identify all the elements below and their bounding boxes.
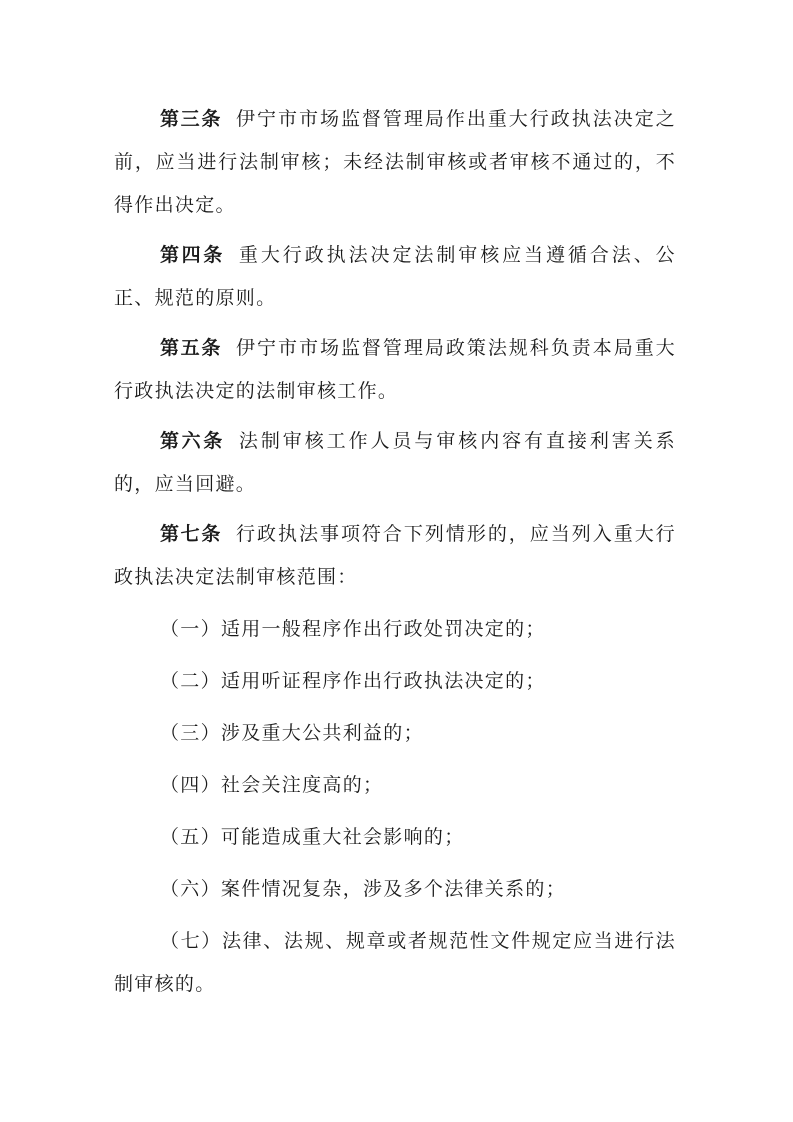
article-7 bbox=[114, 513, 676, 599]
article-text: 伊宁市市场监督管理局政策法规科负责本局重大行政执法决定的法制审核工作。 bbox=[114, 337, 676, 402]
list-item: （五）可能造成重大社会影响的； bbox=[160, 826, 465, 848]
list-item: （四）社会关注度高的； bbox=[160, 774, 384, 796]
article-text: 伊宁市市场监督管理局作出重大行政执法决定之前，应当进行法制审核；未经法制审核或者审核不通过的，不得作出决定。 bbox=[114, 108, 676, 216]
list-item: （七）法律、法规、规章或者规范性文件规定应当进行法制审核的。 bbox=[114, 930, 676, 995]
document-body bbox=[114, 98, 676, 1006]
article-label: 第七条 bbox=[160, 523, 223, 545]
list-item: （一）适用一般程序作出行政处罚决定的； bbox=[160, 618, 546, 640]
list-item: （二）适用听证程序作出行政执法决定的； bbox=[160, 670, 546, 692]
list-item: （六）案件情况复杂，涉及多个法律关系的； bbox=[160, 878, 567, 900]
article-3 bbox=[114, 98, 676, 227]
list-item: （三）涉及重大公共利益的； bbox=[160, 722, 424, 744]
article-label: 第五条 bbox=[160, 337, 223, 359]
article-text: 法制审核工作人员与审核内容有直接利害关系的，应当回避。 bbox=[114, 430, 676, 495]
article-5 bbox=[114, 327, 676, 413]
article-7-items bbox=[114, 608, 676, 1006]
article-label: 第四条 bbox=[160, 244, 225, 266]
article-text: 行政执法事项符合下列情形的，应当列入重大行政执法决定法制审核范围： bbox=[114, 523, 676, 588]
article-4 bbox=[114, 234, 676, 320]
article-label: 第六条 bbox=[160, 430, 225, 452]
article-6 bbox=[114, 420, 676, 506]
article-label: 第三条 bbox=[160, 108, 223, 130]
article-text: 重大行政执法决定法制审核应当遵循合法、公正、规范的原则。 bbox=[114, 244, 676, 309]
